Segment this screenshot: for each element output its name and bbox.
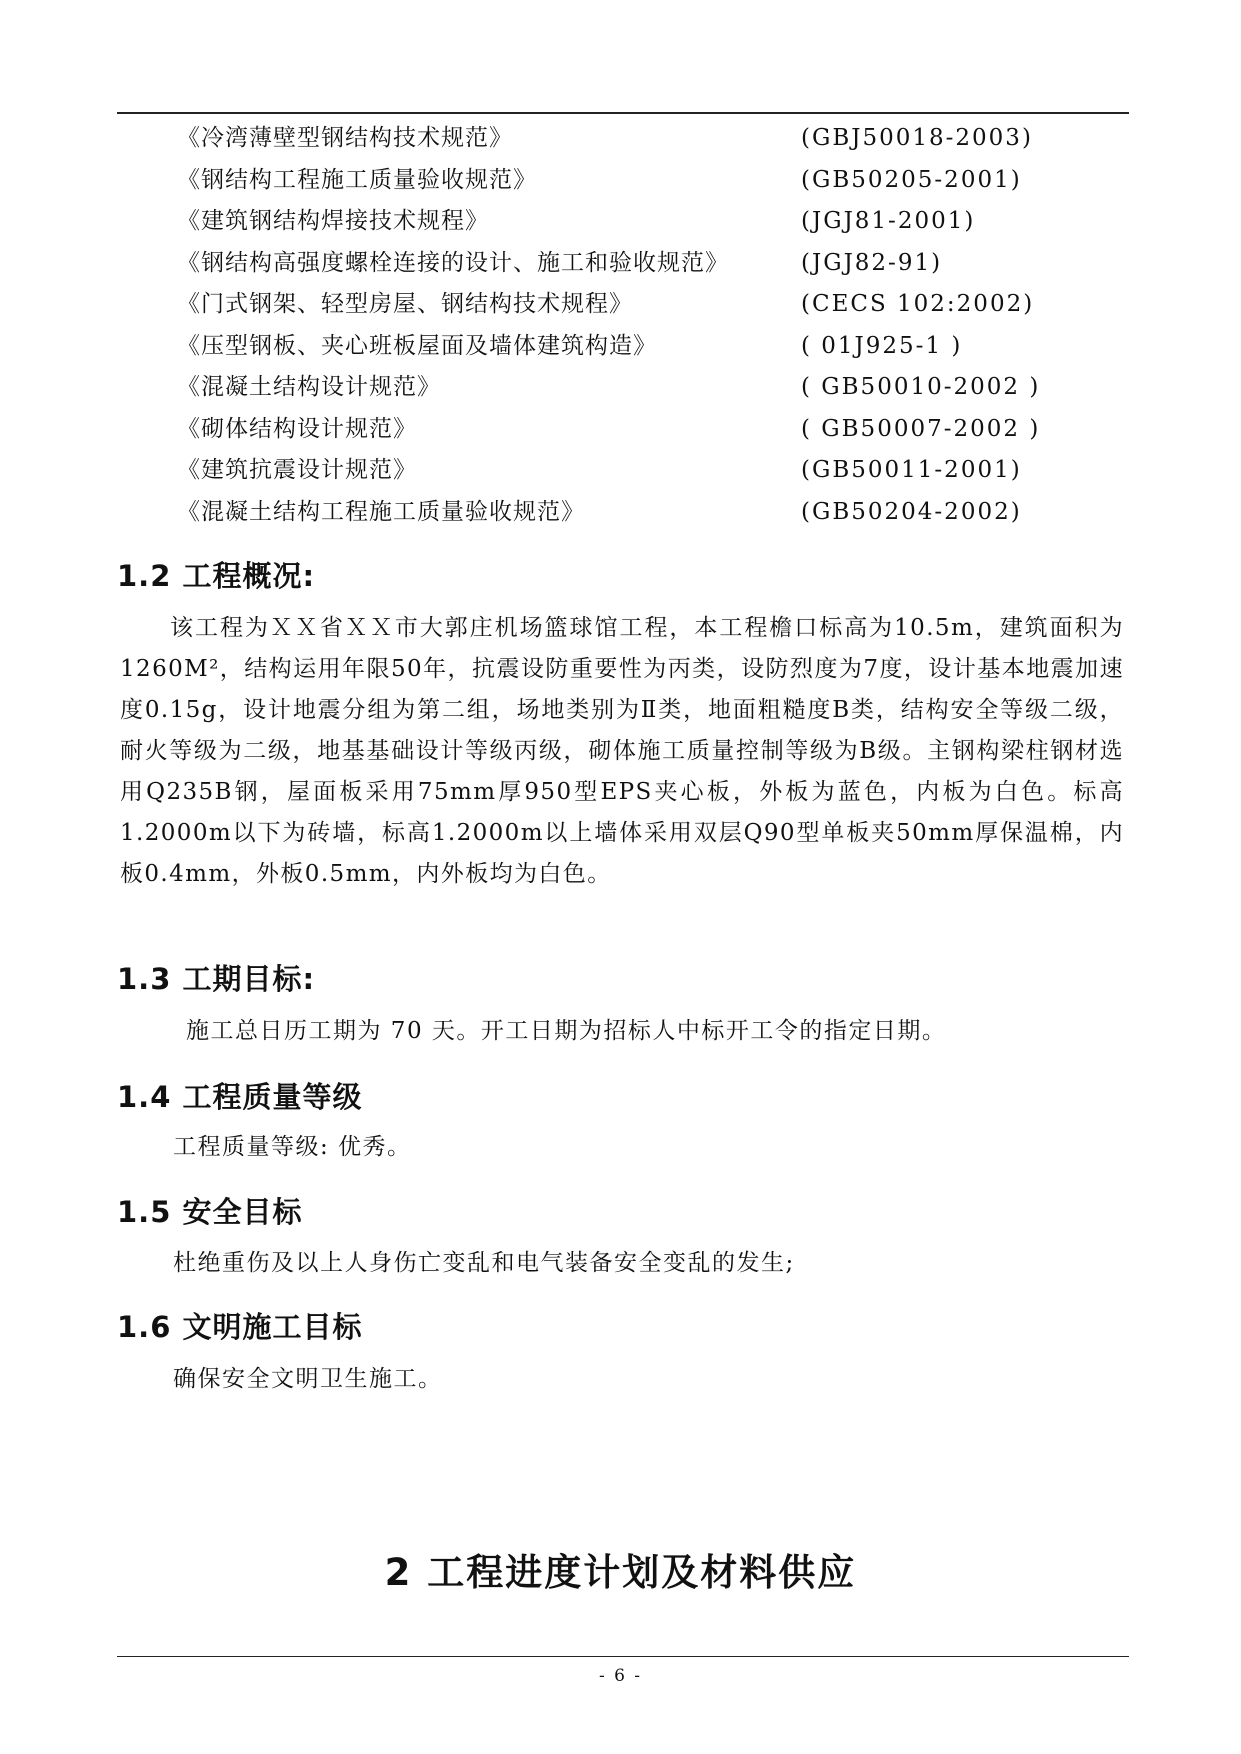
overview-heading: 1.2 工程概况: xyxy=(117,559,316,593)
standard-row xyxy=(177,243,1117,285)
standard-code: ( 01J925-1 ) xyxy=(801,332,963,359)
standard-name: 《门式钢架、轻型房屋、钢结构技术规程》 xyxy=(177,291,633,317)
standard-code: (JGJ82-91) xyxy=(801,249,943,276)
standard-name: 《混凝土结构设计规范》 xyxy=(177,374,441,400)
standard-row xyxy=(177,450,1117,492)
footer-rule xyxy=(117,1656,1129,1657)
standard-code: (GB50204-2002) xyxy=(801,498,1022,525)
overview-body: 该工程为ＸＸ省ＸＸ市大郭庄机场篮球馆工程，本工程檐口标高为10.5m，建筑面积为1260M²，结构运用年限50年，抗震设防重要性为丙类，设防烈度为7度，设计基本地震加速度0.15g，设计地震分组为第二组，场地类别为Ⅱ类，地面粗糙度B类，结构安全等级二级，耐火等级为二级，地基基础设计等级丙级，砌体施工质量控制等级为B级。主钢构梁柱钢材选用Q235B钢，屋面板采用75mm厚950型EPS夹心板，外板为蓝色，内板为白色。标高1.2000m以下为砖墙，标高1.2000m以上墙体采用双层Q90型单板夹50mm厚保温棉，内板0.4mm，外板0.5mm，内外板均为白色。 xyxy=(120,615,1124,887)
standard-row xyxy=(177,201,1117,243)
standard-name: 《钢结构工程施工质量验收规范》 xyxy=(177,166,537,193)
quality-body: 工程质量等级: 优秀。 xyxy=(173,1134,412,1160)
standard-name: 《混凝土结构工程施工质量验收规范》 xyxy=(177,498,585,525)
safety-body: 杜绝重伤及以上人身伤亡变乱和电气装备安全变乱的发生; xyxy=(173,1250,795,1276)
chapter-title: 2 工程进度计划及材料供应 xyxy=(384,1551,857,1594)
standard-code: (GB50011-2001) xyxy=(801,457,1022,483)
standard-name: 《压型钢板、夹心班板屋面及墙体建筑构造》 xyxy=(177,332,657,359)
page-number: - 6 - xyxy=(598,1666,643,1686)
schedule-heading: 1.3 工期目标: xyxy=(117,962,316,996)
schedule-body: 施工总日历工期为 70 天。开工日期为招标人中标开工令的指定日期。 xyxy=(186,1018,947,1044)
standard-row xyxy=(177,326,1117,368)
standard-row xyxy=(177,118,1117,160)
standard-code: (GB50205-2001) xyxy=(801,166,1022,193)
overview-paragraph xyxy=(120,608,1124,895)
standard-name: 《冷湾薄壁型钢结构技术规范》 xyxy=(177,125,513,151)
standard-row xyxy=(177,492,1117,534)
standard-code: (JGJ81-2001) xyxy=(801,208,976,234)
safety-heading: 1.5 安全目标 xyxy=(117,1195,303,1229)
standard-code: ( GB50007-2002 ) xyxy=(801,415,1041,442)
header-rule xyxy=(117,112,1129,114)
standard-code: (GBJ50018-2003) xyxy=(801,125,1033,151)
standard-code: ( GB50010-2002 ) xyxy=(801,374,1041,400)
quality-heading: 1.4 工程质量等级 xyxy=(117,1080,363,1114)
civilized-heading: 1.6 文明施工目标 xyxy=(117,1310,363,1344)
standard-name: 《钢结构高强度螺栓连接的设计、施工和验收规范》 xyxy=(177,249,729,276)
standard-row xyxy=(177,284,1117,326)
standard-row xyxy=(177,160,1117,202)
standard-name: 《砌体结构设计规范》 xyxy=(177,415,417,442)
standard-name: 《建筑钢结构焊接技术规程》 xyxy=(177,208,489,234)
standards-list xyxy=(177,118,1117,533)
standard-row xyxy=(177,409,1117,451)
civilized-body: 确保安全文明卫生施工。 xyxy=(173,1366,443,1392)
standard-row xyxy=(177,367,1117,409)
standard-code: (CECS 102:2002) xyxy=(801,291,1035,317)
standard-name: 《建筑抗震设计规范》 xyxy=(177,457,417,483)
